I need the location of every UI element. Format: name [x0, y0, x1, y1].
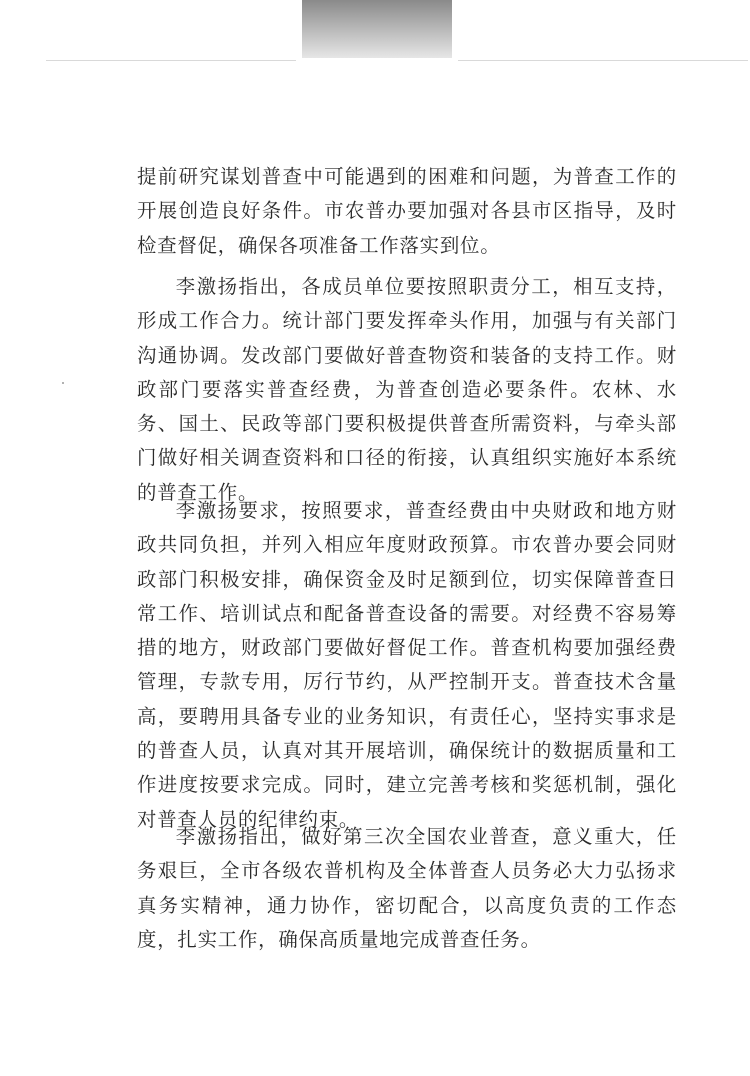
paragraph-text: 李激扬指出，各成员单位要按照职责分工，相互支持，形成工作合力。统计部门要发挥牵头作用，加强与有关部门沟通协调。发改部门要做好普查物资和装备的支持工作。财政部门要落实普查经费，为普查创造必要条件。农林、水务、国土、民政等部门要积极提供普查所需资料，与牵头部门做好相关调查资料和口径的衔接，认真组织实施好本系统的普查工作。 — [137, 275, 677, 504]
paragraph-funding — [137, 494, 677, 837]
paragraph-member-units — [137, 270, 677, 510]
header-rule-left — [46, 60, 296, 61]
paragraph-text: 李激扬指出，做好第三次全国农业普查，意义重大，任务艰巨，全市各级农普机构及全体普查人员务必大力弘扬求真务实精神，通力协作，密切配合，以高度负责的工作态度，扎实工作，确保高质量地完成普查任务。 — [137, 825, 677, 951]
paragraph-text: 李激扬要求，按照要求，普查经费由中央财政和地方财政共同负担，并列入相应年度财政预算。市农普办要会同财政部门积极安排，确保资金及时足额到位，切实保障普查日常工作、培训试点和配备普查设备的需要。对经费不容易筹措的地方，财政部门要做好督促工作。普查机构要加强经费管理，专款专用，厉行节约，从严控制开支。普查技术含量高，要聘用具备专业的业务知识，有责任心，坚持实事求是的普查人员，认真对其开展培训，确保统计的数据质量和工作进度按要求完成。同时，建立完善考核和奖惩机制，强化对普查人员的纪律约束。 — [137, 499, 677, 831]
scan-speck — [62, 382, 64, 384]
paragraph-text: 提前研究谋划普查中可能遇到的困难和问题，为普查工作的开展创造良好条件。市农普办要加强对各县市区指导，及时检查督促，确保各项准备工作落实到位。 — [137, 165, 677, 257]
paragraph-conclusion — [137, 820, 677, 957]
continued-paragraph — [137, 160, 677, 263]
scan-shadow-mark — [302, 0, 452, 58]
header-rule-right — [458, 60, 748, 61]
